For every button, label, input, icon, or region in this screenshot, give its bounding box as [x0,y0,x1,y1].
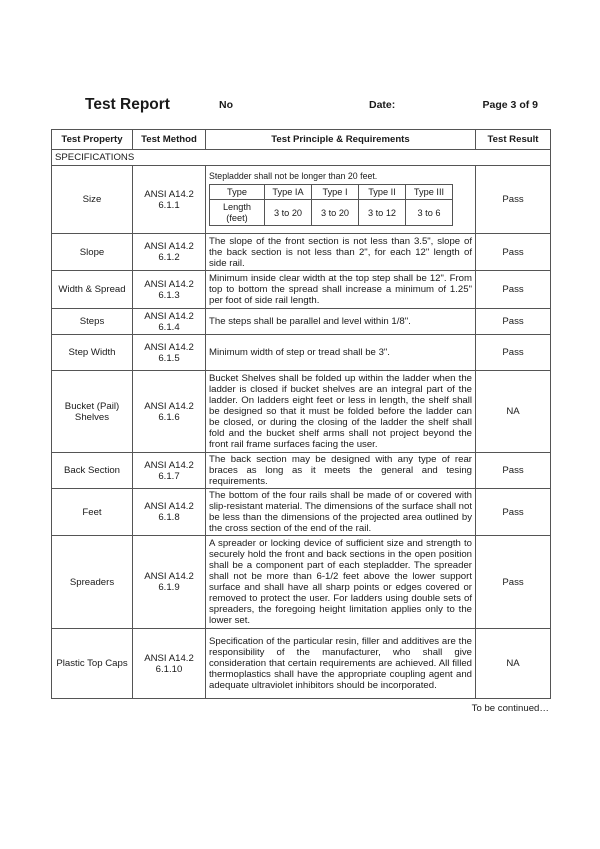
type-ia: Type IA [265,184,312,200]
cell-result: Pass [476,309,551,335]
length-type-i: 3 to 20 [312,200,359,226]
method-standard: ANSI A14.2 [144,278,194,290]
type-iii: Type III [406,184,453,200]
cell-requirement: The steps shall be parallel and level within 1/8". [206,309,476,335]
cell-property: Feet [52,489,133,536]
length-label: Length [222,202,252,213]
method-clause: 6.1.10 [155,663,183,675]
cell-method [133,371,206,453]
cell-result: Pass [476,453,551,489]
cell-property: Bucket (Pail) Shelves [52,371,133,453]
cell-method [133,335,206,371]
table-row [52,489,551,536]
table-row [52,371,551,453]
cell-result: Pass [476,536,551,629]
cell-property: Steps [52,309,133,335]
method-standard: ANSI A14.2 [144,459,194,471]
method-clause: 6.1.3 [158,289,180,301]
continued-note: To be continued… [471,703,549,714]
type-header: Type [210,184,265,200]
length-row [210,200,453,226]
method-standard: ANSI A14.2 [144,571,194,582]
method-standard: ANSI A14.2 [144,310,194,322]
cell-requirement: Bucket Shelves shall be folded up within the ladder when the ladder is closed if bucket shelves are an integral part of the ladder. On ladders eight feet or less in length, the shelf shall be designed so that it must be folded before the ladder can be closed, or during the closing of the ladder the shelf shall fold and the bucket shelf arms shall not project beyond the front rail frame surfaces facing the user. [206,371,476,453]
cell-property: Spreaders [52,536,133,629]
cell-requirement: The back section may be designed with any type of rear braces as long as it meets the general and tesing requirements. [206,453,476,489]
cell-property: Plastic Top Caps [52,629,133,699]
cell-method [133,166,206,234]
method-standard: ANSI A14.2 [144,188,194,200]
length-header [210,200,265,226]
cell-method [133,309,206,335]
cell-requirement: The slope of the front section is not less than 3.5", slope of the back section is not less than 2", for each 12" length of side rail. [206,234,476,271]
cell-method [133,629,206,699]
method-clause: 6.1.1 [158,199,180,211]
column-header-test-result: Test Result [476,130,551,150]
report-number-label: No [219,99,233,111]
report-title: Test Report [85,96,170,113]
section-title: SPECIFICATIONS [52,150,551,166]
cell-result: Pass [476,489,551,536]
length-type-ia: 3 to 20 [265,200,312,226]
table-row [52,335,551,371]
table-row [52,234,551,271]
table-row [52,629,551,699]
cell-requirement [206,166,476,234]
method-clause: 6.1.2 [158,252,180,263]
specifications-table [51,129,551,699]
table-header-row [52,130,551,150]
cell-method [133,489,206,536]
cell-requirement: A spreader or locking device of sufficient size and strength to securely hold the front and back sections in the open position shall be a component part of each stepladder. The spreader shall not be more than 6-1/2 feet above the lower support surface and shall have all sharp points or edges covered or removed to protect the user. For ladders using double sets of spreaders, the foregoing height limitation applies only to the lower set. [206,536,476,629]
section-row [52,150,551,166]
method-standard: ANSI A14.2 [144,400,194,412]
cell-result: Pass [476,271,551,309]
method-clause: 6.1.8 [158,512,180,523]
cell-requirement: Minimum inside clear width at the top step shall be 12". From top to bottom the spread shall increase a minimum of 1.25" per foot of side rail length. [206,271,476,309]
page-number: Page 3 of 9 [482,99,538,111]
cell-property: Back Section [52,453,133,489]
cell-method [133,271,206,309]
report-date-label: Date: [369,99,396,111]
size-note: Stepladder shall not be longer than 20 feet. [209,170,378,181]
column-header-test-method: Test Method [133,130,206,150]
method-standard: ANSI A14.2 [144,501,194,512]
cell-result: NA [476,629,551,699]
column-header-test-property: Test Property [52,130,133,150]
cell-requirement: Specification of the particular resin, filler and additives are the responsibility of the manufacturer, who shall give consideration that certain requirements are achieved. All filled thermoplastics shall have the appropriate coupling agent and adequate ultraviolet inhibitors should be incorporated. [206,629,476,699]
table-row [52,309,551,335]
column-header-test-principle: Test Principle & Requirements [206,130,476,150]
table-row [52,271,551,309]
method-standard: ANSI A14.2 [144,341,194,353]
method-clause: 6.1.7 [158,470,180,482]
cell-result: Pass [476,166,551,234]
length-type-ii: 3 to 12 [359,200,406,226]
type-ii: Type II [359,184,406,200]
cell-property: Size [52,166,133,234]
table-row-size [52,166,551,234]
method-clause: 6.1.4 [158,321,180,333]
cell-method [133,453,206,489]
cell-result: Pass [476,234,551,271]
cell-result: NA [476,371,551,453]
table-row [52,453,551,489]
length-type-iii: 3 to 6 [406,200,453,226]
cell-property: Width & Spread [52,271,133,309]
method-clause: 6.1.6 [158,411,180,423]
cell-result: Pass [476,335,551,371]
cell-requirement: The bottom of the four rails shall be made of or covered with slip-resistant material. The dimensions of the surface shall not be less than the dimensions of the projected area outlined by the cross section of the end of the rail. [206,489,476,536]
method-standard: ANSI A14.2 [144,652,194,664]
cell-requirement: Minimum width of step or tread shall be 3". [206,335,476,371]
length-unit: (feet) [226,212,248,223]
cell-property: Step Width [52,335,133,371]
method-standard: ANSI A14.2 [144,241,194,252]
report-header [51,96,550,116]
ladder-type-length-table [209,184,453,227]
type-i: Type I [312,184,359,200]
method-clause: 6.1.5 [158,352,180,364]
method-clause: 6.1.9 [158,582,180,593]
table-row [52,536,551,629]
cell-method [133,536,206,629]
type-row [210,184,453,200]
cell-method [133,234,206,271]
cell-property: Slope [52,234,133,271]
